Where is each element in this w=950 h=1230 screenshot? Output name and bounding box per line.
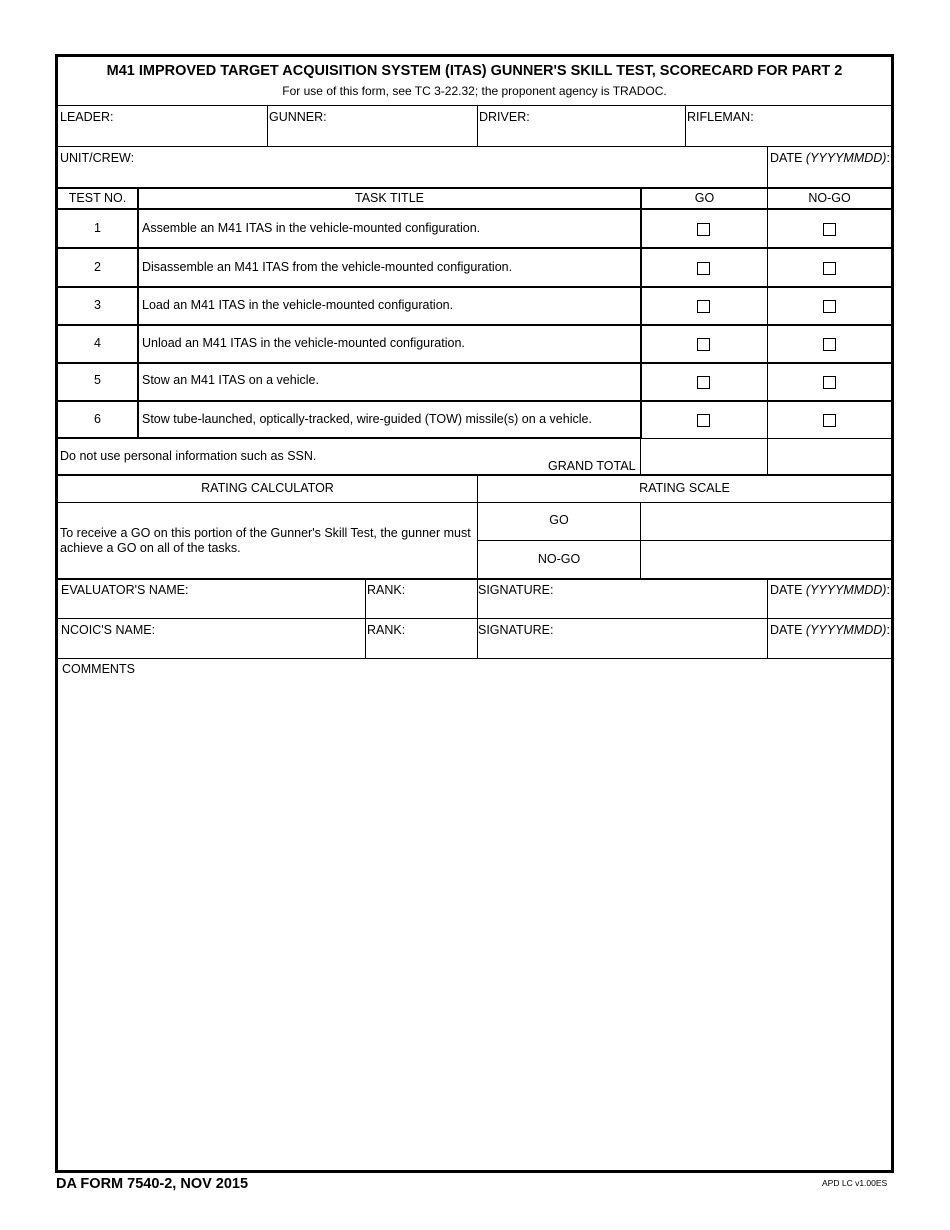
go-checkbox[interactable]	[697, 223, 710, 236]
rifleman-label: RIFLEMAN:	[687, 110, 754, 124]
ncoic-signature-field[interactable]	[478, 619, 767, 658]
rating-nogo-label: NO-GO	[537, 552, 581, 566]
gunner-label: GUNNER:	[269, 110, 327, 124]
nogo-checkbox[interactable]	[823, 376, 836, 389]
ncoic-name-label: NCOIC'S NAME:	[61, 623, 156, 637]
evaluator-date-field[interactable]	[768, 580, 891, 618]
ncoic-name-field[interactable]	[58, 619, 365, 658]
task-title: Stow tube-launched, optically-tracked, wire-guided (TOW) missile(s) on a vehicle.	[142, 412, 592, 426]
leader-field[interactable]	[58, 106, 267, 146]
evaluator-name-field[interactable]	[58, 580, 365, 618]
nogo-checkbox[interactable]	[823, 338, 836, 351]
form-title: M41 IMPROVED TARGET ACQUISITION SYSTEM (ITAS) GUNNER'S SKILL TEST, SCORECARD FOR PART 2	[106, 63, 843, 79]
form-version: APD LC v1.00ES	[822, 1178, 888, 1188]
task-title: Disassemble an M41 ITAS from the vehicle-mounted configuration.	[142, 260, 513, 274]
date-label: DATE (YYYYMMDD):	[770, 151, 890, 165]
grand-total-label: GRAND TOTAL	[548, 459, 636, 473]
go-checkbox[interactable]	[697, 262, 710, 275]
rating-go-field[interactable]	[641, 503, 891, 540]
ncoic-rank-label: RANK:	[367, 623, 406, 637]
privacy-note: Do not use personal information such as SSN.	[60, 449, 317, 463]
rating-calculator-text: To receive a GO on this portion of the Gunner's Skill Test, the gunner must	[60, 526, 471, 540]
rating-nogo-field[interactable]	[641, 541, 891, 578]
scorecard-form	[55, 54, 894, 1173]
driver-label: DRIVER:	[479, 110, 530, 124]
comments-label: COMMENTS	[62, 662, 135, 676]
test-no: 5	[94, 373, 101, 387]
form-subtitle: For use of this form, see TC 3-22.32; the proponent agency is TRADOC.	[282, 84, 667, 98]
ncoic-date-label: DATE (YYYYMMDD):	[770, 623, 890, 637]
col-header-nogo: NO-GO	[808, 191, 851, 205]
rating-scale-label: RATING SCALE	[639, 481, 730, 495]
task-title: Unload an M41 ITAS in the vehicle-mounted configuration.	[142, 336, 465, 350]
nogo-checkbox[interactable]	[823, 300, 836, 313]
evaluator-name-label: EVALUATOR'S NAME:	[61, 583, 189, 597]
test-no: 3	[94, 298, 101, 312]
nogo-checkbox[interactable]	[823, 262, 836, 275]
col-header-test-no: TEST NO.	[68, 191, 127, 205]
evaluator-rank-label: RANK:	[367, 583, 406, 597]
evaluator-rank-field[interactable]	[366, 580, 477, 618]
go-checkbox[interactable]	[697, 414, 710, 427]
task-title: Stow an M41 ITAS on a vehicle.	[142, 373, 319, 387]
evaluator-signature-label: SIGNATURE:	[478, 583, 554, 597]
driver-field[interactable]	[478, 106, 685, 146]
ncoic-date-field[interactable]	[768, 619, 891, 658]
rating-calculator-text: achieve a GO on all of the tasks.	[60, 541, 241, 555]
evaluator-signature-field[interactable]	[478, 580, 767, 618]
rifleman-field[interactable]	[686, 106, 891, 146]
nogo-checkbox[interactable]	[823, 223, 836, 236]
ncoic-signature-label: SIGNATURE:	[478, 623, 554, 637]
gunner-field[interactable]	[268, 106, 477, 146]
rating-calculator-label: RATING CALCULATOR	[201, 481, 334, 495]
go-checkbox[interactable]	[697, 300, 710, 313]
grand-total-nogo-field[interactable]	[768, 439, 891, 474]
form-number: DA FORM 7540-2, NOV 2015	[56, 1176, 249, 1192]
col-header-task-title: TASK TITLE	[354, 191, 424, 205]
go-checkbox[interactable]	[697, 338, 710, 351]
test-no: 6	[94, 412, 101, 426]
leader-label: LEADER:	[60, 110, 114, 124]
grand-total-go-field[interactable]	[641, 439, 767, 474]
col-header-go: GO	[694, 191, 715, 205]
test-no: 4	[94, 336, 101, 350]
comments-field[interactable]	[58, 679, 891, 1169]
task-title: Load an M41 ITAS in the vehicle-mounted configuration.	[142, 298, 454, 312]
evaluator-date-label: DATE (YYYYMMDD):	[770, 583, 890, 597]
unit-crew-field[interactable]	[58, 147, 767, 188]
ncoic-rank-field[interactable]	[366, 619, 477, 658]
date-field[interactable]	[768, 147, 891, 188]
task-title: Assemble an M41 ITAS in the vehicle-mounted configuration.	[142, 221, 481, 235]
nogo-checkbox[interactable]	[823, 414, 836, 427]
test-no: 2	[94, 260, 101, 274]
test-no: 1	[94, 221, 101, 235]
unit-crew-label: UNIT/CREW:	[60, 151, 135, 165]
go-checkbox[interactable]	[697, 376, 710, 389]
rating-go-label: GO	[549, 513, 569, 527]
